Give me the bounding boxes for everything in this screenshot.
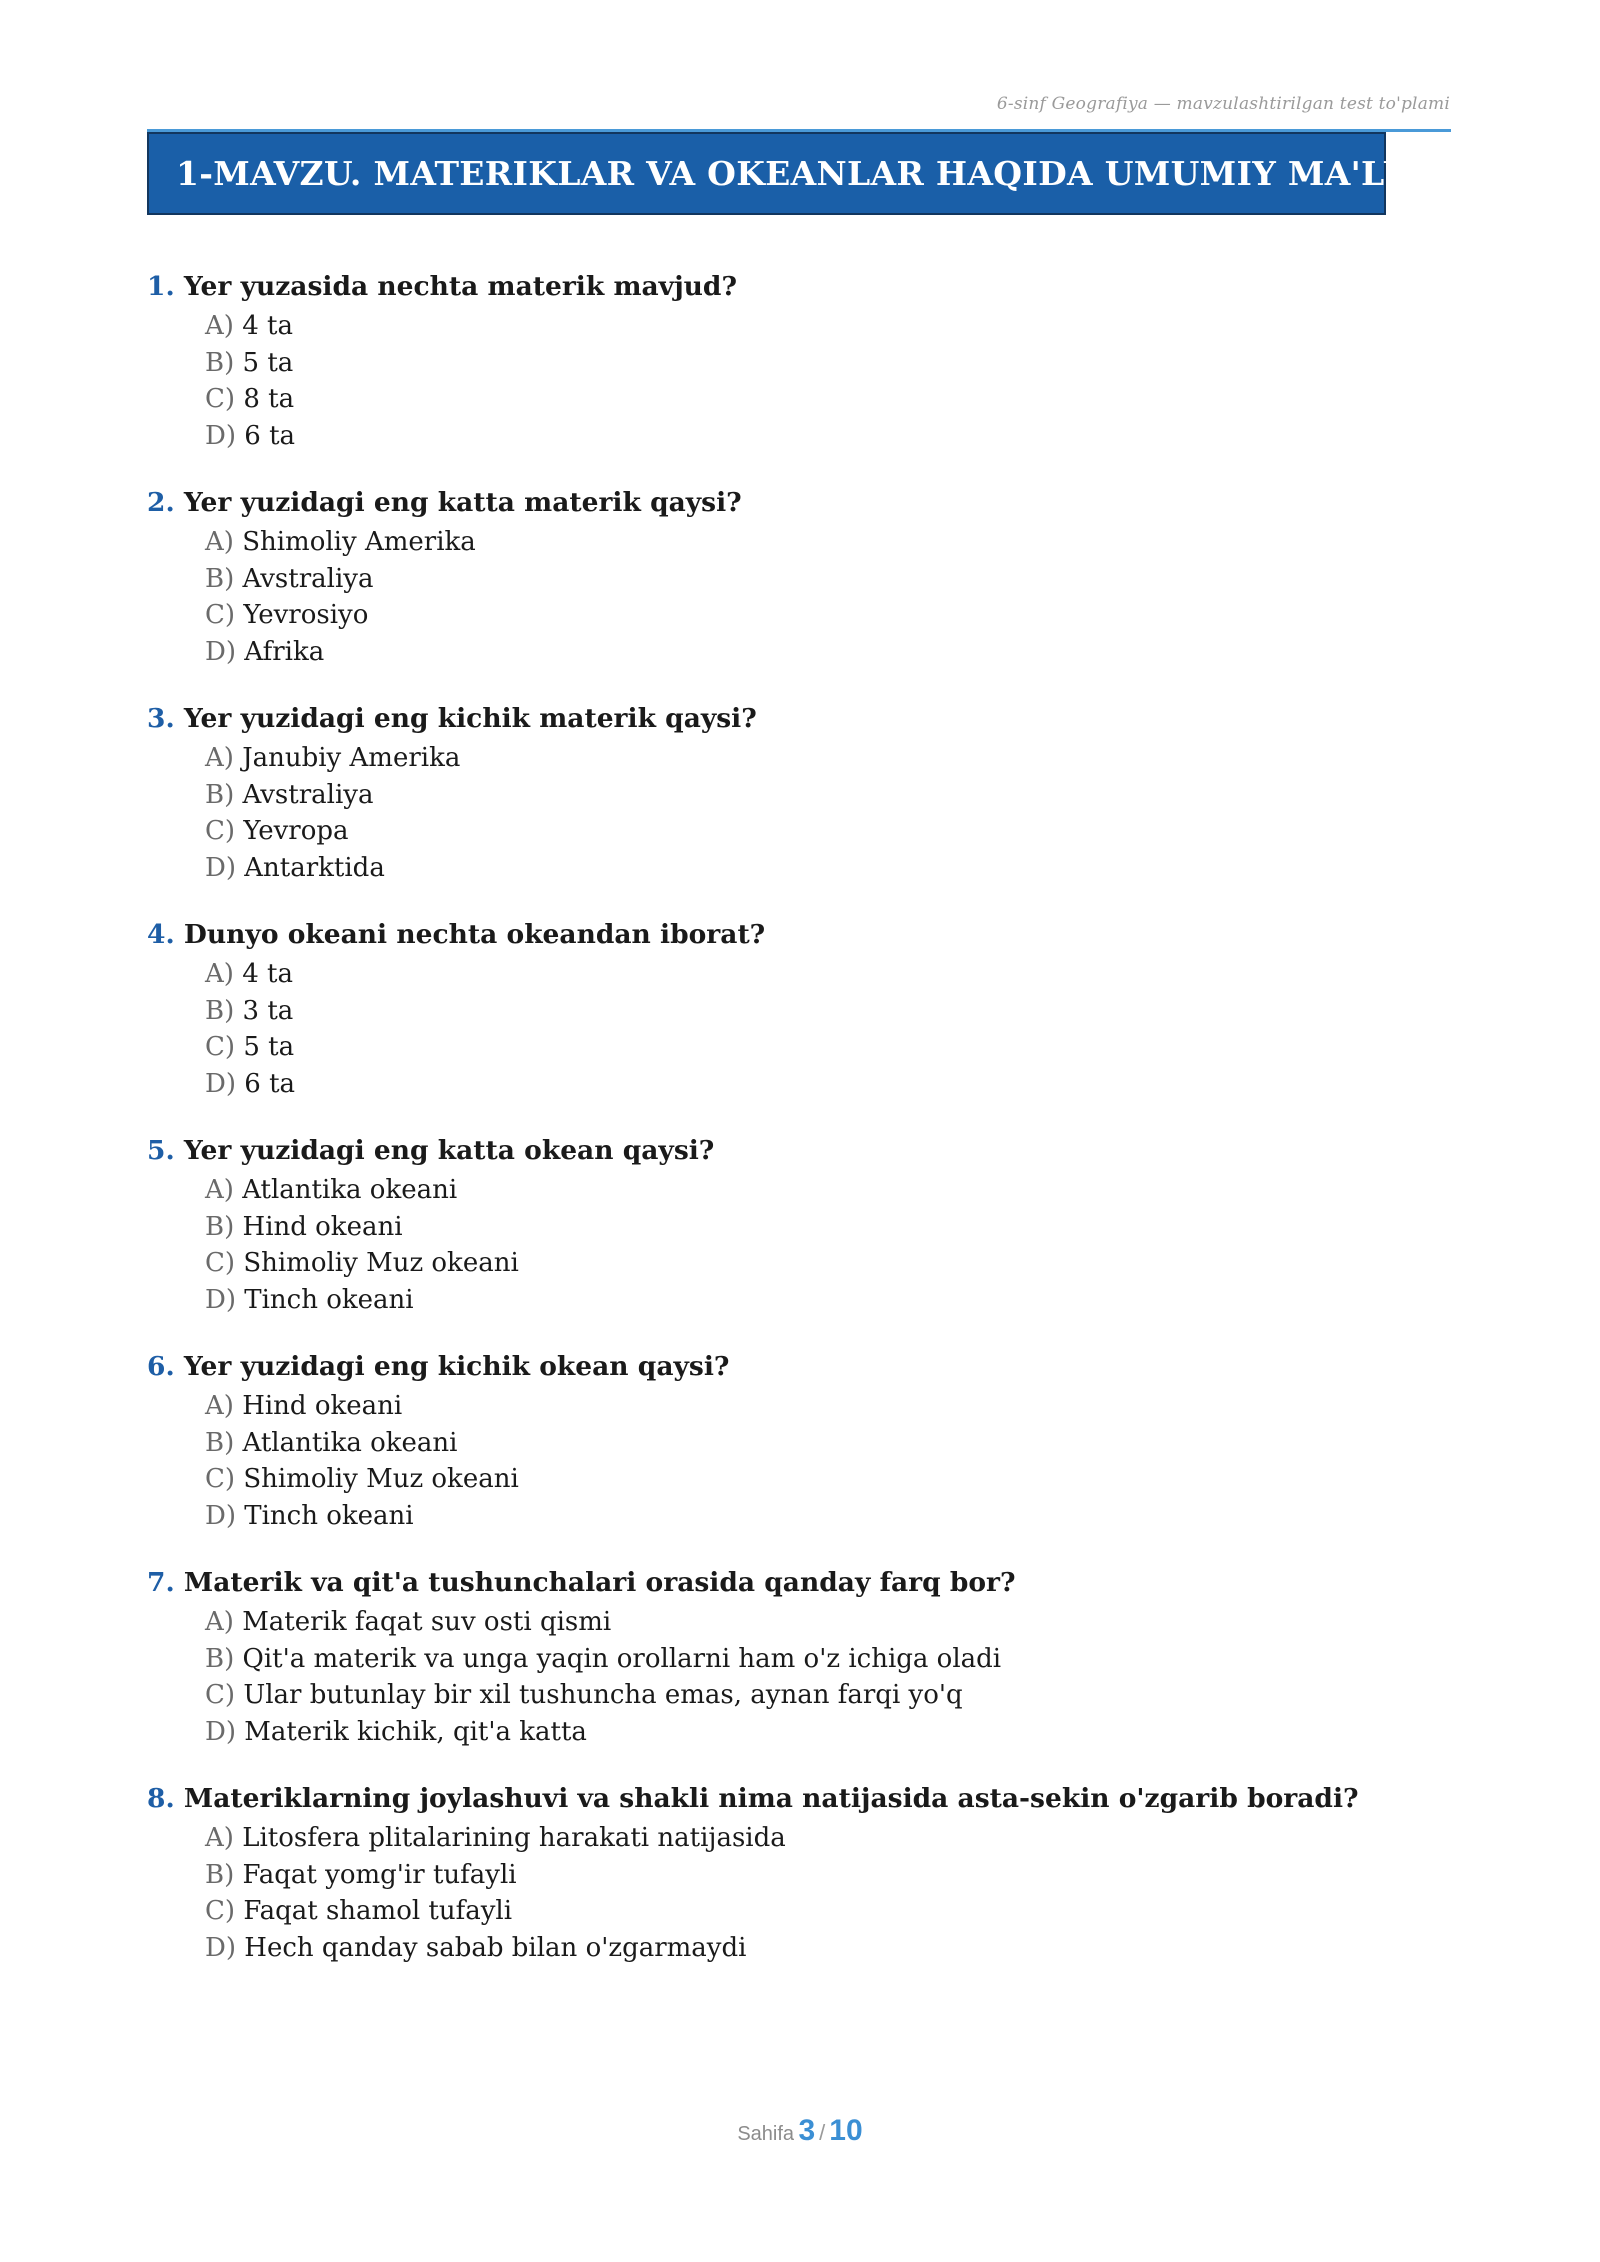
answer-option xyxy=(205,813,1467,850)
answer-option xyxy=(205,1641,1467,1678)
answer-option xyxy=(205,524,1467,561)
answer-options xyxy=(147,1820,1467,1966)
answer-option xyxy=(205,381,1467,418)
option-letter: A) xyxy=(205,311,234,341)
page-label: Sahifa xyxy=(737,2123,795,2145)
question-number: 8. xyxy=(147,1783,175,1814)
answer-option xyxy=(205,993,1467,1030)
option-letter: B) xyxy=(205,1211,235,1242)
question-item xyxy=(147,266,1467,454)
option-letter: C) xyxy=(205,1464,236,1494)
option-text: Avstraliya xyxy=(242,779,374,810)
option-letter: D) xyxy=(205,1932,236,1963)
option-letter: C) xyxy=(205,1248,236,1278)
answer-option xyxy=(205,1172,1467,1209)
topic-title: 1-MAVZU. MATERIKLAR VA OKEANLAR HAQIDA UMUMIY MA'LUMOT xyxy=(176,154,1503,193)
option-letter: D) xyxy=(205,852,236,883)
option-text: 3 ta xyxy=(242,995,294,1026)
option-text: Avstraliya xyxy=(242,563,374,594)
answer-option xyxy=(205,777,1467,814)
option-letter: D) xyxy=(205,1500,236,1531)
option-letter: C) xyxy=(205,600,236,630)
question-heading xyxy=(147,1346,1467,1388)
option-text: 4 ta xyxy=(242,311,293,341)
current-page-number: 3 xyxy=(798,2114,816,2147)
answer-option xyxy=(205,1425,1467,1462)
question-heading xyxy=(147,1778,1467,1820)
answer-options xyxy=(147,1172,1467,1318)
question-item xyxy=(147,482,1467,670)
question-heading xyxy=(147,698,1467,740)
answer-option xyxy=(205,1930,1467,1967)
option-letter: A) xyxy=(205,1823,234,1853)
option-letter: D) xyxy=(205,1284,236,1315)
option-letter: B) xyxy=(205,563,235,594)
option-letter: B) xyxy=(205,1643,235,1674)
answer-options xyxy=(147,308,1467,454)
option-text: Faqat shamol tufayli xyxy=(243,1896,513,1926)
option-text: Shimoliy Amerika xyxy=(242,527,476,557)
option-letter: D) xyxy=(205,1068,236,1099)
running-header: 6-sinf Geografiya — mavzulashtirilgan test to'plami xyxy=(996,94,1450,114)
answer-option xyxy=(205,418,1467,455)
question-number: 5. xyxy=(147,1135,175,1166)
question-number: 7. xyxy=(147,1567,175,1598)
answer-option xyxy=(205,1461,1467,1498)
question-number: 6. xyxy=(147,1351,175,1382)
option-text: Yevropa xyxy=(243,816,349,846)
question-text: Materiklarning joylashuvi va shakli nima natijasida asta-sekin o'zgarib boradi? xyxy=(183,1783,1359,1814)
option-letter: B) xyxy=(205,347,235,378)
question-number: 3. xyxy=(147,703,175,734)
option-text: 6 ta xyxy=(244,420,296,451)
option-text: 5 ta xyxy=(243,1032,295,1062)
option-text: 5 ta xyxy=(242,347,294,378)
option-text: Faqat yomg'ir tufayli xyxy=(242,1859,517,1890)
option-letter: B) xyxy=(205,1427,235,1458)
question-item xyxy=(147,1130,1467,1318)
question-item xyxy=(147,914,1467,1102)
answer-option xyxy=(205,1209,1467,1246)
answer-options xyxy=(147,956,1467,1102)
answer-option xyxy=(205,1893,1467,1930)
answer-option xyxy=(205,1066,1467,1103)
answer-options xyxy=(147,1388,1467,1534)
question-heading xyxy=(147,1562,1467,1604)
option-text: Ular butunlay bir xil tushuncha emas, aynan farqi yo'q xyxy=(243,1680,963,1710)
option-letter: D) xyxy=(205,420,236,451)
question-number: 4. xyxy=(147,919,175,950)
option-letter: D) xyxy=(205,636,236,667)
option-letter: A) xyxy=(205,1391,234,1421)
topic-banner xyxy=(147,132,1503,215)
question-number: 2. xyxy=(147,487,175,518)
option-text: Materik faqat suv osti qismi xyxy=(242,1607,612,1637)
question-heading xyxy=(147,266,1467,308)
question-item xyxy=(147,1346,1467,1534)
question-number: 1. xyxy=(147,271,175,302)
option-text: 4 ta xyxy=(242,959,293,989)
option-text: Tinch okeani xyxy=(244,1284,414,1315)
option-letter: A) xyxy=(205,743,234,773)
answer-option xyxy=(205,1677,1467,1714)
option-text: 8 ta xyxy=(243,384,295,414)
question-list xyxy=(147,266,1467,1994)
question-text: Materik va qit'a tushunchalari orasida qanday farq bor? xyxy=(183,1567,1016,1598)
option-text: Tinch okeani xyxy=(244,1500,414,1531)
option-text: Qit'a materik va unga yaqin orollarni ham o'z ichiga oladi xyxy=(242,1643,1002,1674)
question-text: Dunyo okeani nechta okeandan iborat? xyxy=(183,919,766,950)
option-letter: C) xyxy=(205,384,236,414)
option-text: Materik kichik, qit'a katta xyxy=(244,1716,587,1747)
option-letter: D) xyxy=(205,1716,236,1747)
answer-option xyxy=(205,345,1467,382)
question-text: Yer yuzasida nechta materik mavjud? xyxy=(183,271,737,302)
option-letter: A) xyxy=(205,1175,234,1205)
answer-option xyxy=(205,1604,1467,1641)
answer-option xyxy=(205,634,1467,671)
answer-option xyxy=(205,1820,1467,1857)
answer-option xyxy=(205,1245,1467,1282)
answer-option xyxy=(205,956,1467,993)
option-text: Antarktida xyxy=(244,852,385,883)
option-letter: C) xyxy=(205,816,236,846)
option-letter: A) xyxy=(205,527,234,557)
answer-options xyxy=(147,1604,1467,1750)
option-text: Litosfera plitalarining harakati natijasida xyxy=(242,1823,786,1853)
option-text: Shimoliy Muz okeani xyxy=(243,1464,519,1494)
option-letter: B) xyxy=(205,779,235,810)
option-letter: C) xyxy=(205,1032,236,1062)
question-text: Yer yuzidagi eng katta okean qaysi? xyxy=(183,1135,715,1166)
question-heading xyxy=(147,914,1467,956)
question-heading xyxy=(147,482,1467,524)
option-text: Afrika xyxy=(244,636,325,667)
option-letter: A) xyxy=(205,1607,234,1637)
option-text: Atlantika okeani xyxy=(242,1175,458,1205)
question-text: Yer yuzidagi eng kichik okean qaysi? xyxy=(183,1351,730,1382)
option-text: Hech qanday sabab bilan o'zgarmaydi xyxy=(244,1932,747,1963)
answer-option xyxy=(205,1282,1467,1319)
option-text: Shimoliy Muz okeani xyxy=(243,1248,519,1278)
answer-option xyxy=(205,1498,1467,1535)
answer-options xyxy=(147,740,1467,886)
question-text: Yer yuzidagi eng katta materik qaysi? xyxy=(183,487,742,518)
option-letter: B) xyxy=(205,1859,235,1890)
page-separator: / xyxy=(819,2120,826,2145)
answer-option xyxy=(205,1388,1467,1425)
option-text: Hind okeani xyxy=(242,1391,403,1421)
question-heading xyxy=(147,1130,1467,1172)
option-text: Atlantika okeani xyxy=(242,1427,458,1458)
answer-option xyxy=(205,1857,1467,1894)
answer-option xyxy=(205,308,1467,345)
answer-option xyxy=(205,597,1467,634)
option-letter: C) xyxy=(205,1896,236,1926)
option-letter: B) xyxy=(205,995,235,1026)
option-text: Janubiy Amerika xyxy=(242,743,461,773)
total-pages-number: 10 xyxy=(829,2114,863,2147)
option-letter: C) xyxy=(205,1680,236,1710)
answer-option xyxy=(205,740,1467,777)
answer-option xyxy=(205,1029,1467,1066)
option-letter: A) xyxy=(205,959,234,989)
question-item xyxy=(147,1778,1467,1966)
option-text: 6 ta xyxy=(244,1068,296,1099)
page-footer xyxy=(0,2114,1600,2148)
answer-option xyxy=(205,850,1467,887)
option-text: Yevrosiyo xyxy=(243,600,369,630)
answer-options xyxy=(147,524,1467,670)
option-text: Hind okeani xyxy=(242,1211,403,1242)
question-item xyxy=(147,1562,1467,1750)
answer-option xyxy=(205,561,1467,598)
answer-option xyxy=(205,1714,1467,1751)
question-text: Yer yuzidagi eng kichik materik qaysi? xyxy=(183,703,757,734)
question-item xyxy=(147,698,1467,886)
